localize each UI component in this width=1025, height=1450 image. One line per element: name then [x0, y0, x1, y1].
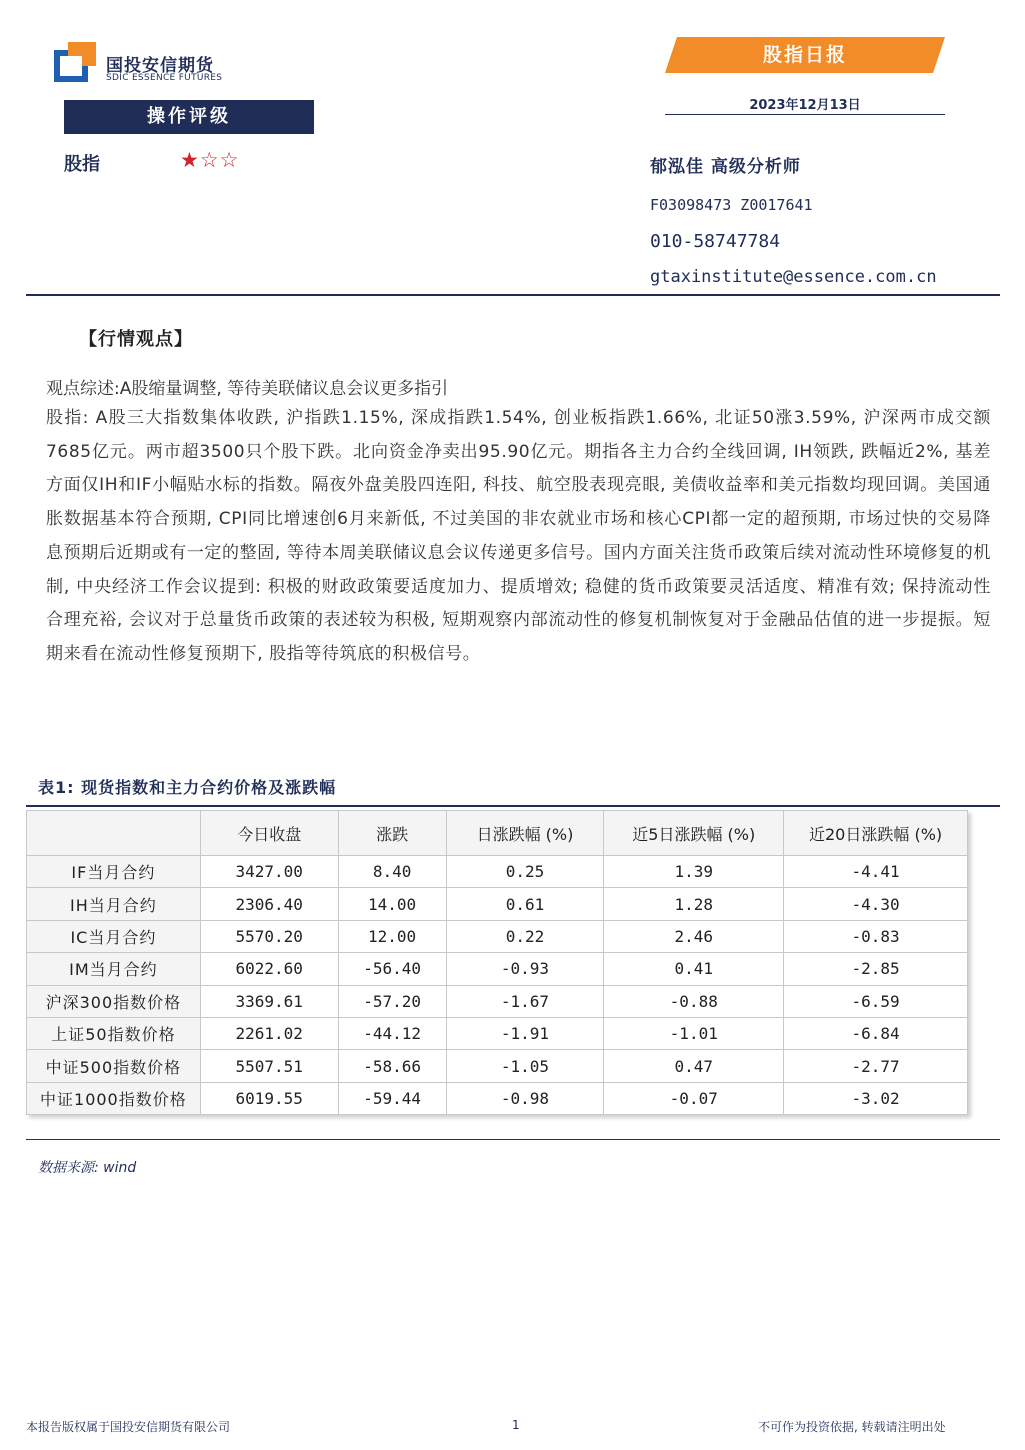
table-row — [27, 953, 968, 985]
table-row — [27, 920, 968, 952]
date-divider — [665, 114, 945, 115]
company-logo-icon — [54, 42, 96, 82]
change-cell: -57.20 — [338, 985, 446, 1017]
rating-title: 操作评级 — [64, 100, 314, 134]
table-title: 表1: 现货指数和主力合约价格及涨跌幅 — [38, 778, 337, 797]
daily-pct-cell: 0.25 — [446, 856, 604, 888]
row-name: 上证50指数价格 — [27, 1017, 201, 1049]
change-cell: -44.12 — [338, 1017, 446, 1049]
five-day-pct-cell: 0.41 — [604, 953, 784, 985]
twenty-day-pct-cell: -3.02 — [784, 1082, 968, 1114]
five-day-pct-cell: -0.88 — [604, 985, 784, 1017]
change-cell: -56.40 — [338, 953, 446, 985]
twenty-day-pct-cell: -2.85 — [784, 953, 968, 985]
table-row — [27, 888, 968, 920]
daily-pct-cell: -0.98 — [446, 1082, 604, 1114]
row-name: IH当月合约 — [27, 888, 201, 920]
change-cell: 8.40 — [338, 856, 446, 888]
change-cell: 12.00 — [338, 920, 446, 952]
logo-chinese-name: 国投安信期货 — [106, 56, 214, 76]
five-day-pct-cell: 1.28 — [604, 888, 784, 920]
footer-copyright: 本报告版权属于国投安信期货有限公司 — [26, 1420, 231, 1434]
table-row — [27, 1082, 968, 1114]
data-source-note: 数据来源: wind — [38, 1160, 137, 1176]
daily-pct-cell: -1.91 — [446, 1017, 604, 1049]
close-cell: 5507.51 — [200, 1050, 338, 1082]
analyst-certificate: F03098473 Z0017641 — [650, 196, 813, 214]
rating-stars: ★☆☆ — [180, 148, 240, 172]
market-commentary: 股指: A股三大指数集体收跌, 沪指跌1.15%, 深成指跌1.54%, 创业板指跌1.66%, 北证50涨3.59%, 沪深两市成交额7685亿元。两市超3500只个股下跌。北向资金净卖出95.90亿元。期指各主力合约全线回调, IH领跌, 跌幅近2%, 基差方面仅IH和IF小幅贴水标的指数。隔夜外盘美股四连阳, 科技、航空股表现亮眼, 美债收益率和美元指数均现回调。美国通胀数据基本符合预期, CPI同比增速创6月来新低, 不过美国的非农就业市场和核心CPI都一定的超预期, 市场过快的交易降息预期后近期或有一定的整固, 等待本周美联储议息会议传递更多信号。国内方面关注货币政策后续对流动性环境修复的机制, 中央经济工作会议提到: 积极的财政政策要适度加力、提质增效; 稳健的货币政策要灵活适度、精准有效; 保持流动性合理充裕, 会议对于总量货币政策的表述较为积极, 短期观察内部流动性的修复机制恢复对于金融品估值的进一步提振。短期来看在流动性修复预期下, 股指等待筑底的积极信号。 — [46, 408, 991, 664]
column-header: 近5日涨跌幅 (%) — [604, 811, 784, 856]
daily-pct-cell: -1.05 — [446, 1050, 604, 1082]
close-cell: 6019.55 — [200, 1082, 338, 1114]
twenty-day-pct-cell: -6.59 — [784, 985, 968, 1017]
row-name: 中证1000指数价格 — [27, 1082, 201, 1114]
footer-disclaimer: 不可作为投资依据, 转载请注明出处 — [758, 1420, 946, 1434]
daily-pct-cell: 0.61 — [446, 888, 604, 920]
close-cell: 2306.40 — [200, 888, 338, 920]
twenty-day-pct-cell: -6.84 — [784, 1017, 968, 1049]
close-cell: 3427.00 — [200, 856, 338, 888]
table-bottom-divider — [26, 1139, 1000, 1140]
page-number: 1 — [512, 1418, 520, 1432]
five-day-pct-cell: 0.47 — [604, 1050, 784, 1082]
row-name: 沪深300指数价格 — [27, 985, 201, 1017]
twenty-day-pct-cell: -2.77 — [784, 1050, 968, 1082]
analyst-name: 郁泓佳 高级分析师 — [650, 157, 801, 177]
table-row — [27, 1017, 968, 1049]
table-row — [27, 985, 968, 1017]
close-cell: 3369.61 — [200, 985, 338, 1017]
table-top-divider — [26, 805, 1000, 807]
five-day-pct-cell: -0.07 — [604, 1082, 784, 1114]
column-header: 近20日涨跌幅 (%) — [784, 811, 968, 856]
daily-pct-cell: -1.67 — [446, 985, 604, 1017]
daily-pct-cell: 0.22 — [446, 920, 604, 952]
summary-line: 观点综述:A股缩量调整, 等待美联储议息会议更多指引 — [46, 379, 449, 399]
row-name: IC当月合约 — [27, 920, 201, 952]
twenty-day-pct-cell: -4.41 — [784, 856, 968, 888]
close-cell: 6022.60 — [200, 953, 338, 985]
header-divider — [26, 294, 1000, 296]
column-header: 涨跌 — [338, 811, 446, 856]
table-row — [27, 856, 968, 888]
logo-english-name: SDIC ESSENCE FUTURES — [106, 73, 223, 83]
change-cell: 14.00 — [338, 888, 446, 920]
five-day-pct-cell: 2.46 — [604, 920, 784, 952]
five-day-pct-cell: 1.39 — [604, 856, 784, 888]
close-cell: 5570.20 — [200, 920, 338, 952]
column-header: 日涨跌幅 (%) — [446, 811, 604, 856]
row-name: IF当月合约 — [27, 856, 201, 888]
five-day-pct-cell: -1.01 — [604, 1017, 784, 1049]
close-cell: 2261.02 — [200, 1017, 338, 1049]
twenty-day-pct-cell: -4.30 — [784, 888, 968, 920]
column-header: 今日收盘 — [200, 811, 338, 856]
table-header-row — [27, 811, 968, 856]
rating-label: 股指 — [64, 154, 100, 175]
table-row — [27, 1050, 968, 1082]
section-title: 【行情观点】 — [79, 329, 193, 350]
analyst-phone: 010-58747784 — [650, 231, 781, 252]
report-type-title: 股指日报 — [762, 44, 847, 66]
row-name: 中证500指数价格 — [27, 1050, 201, 1082]
change-cell: -58.66 — [338, 1050, 446, 1082]
column-header — [27, 811, 201, 856]
twenty-day-pct-cell: -0.83 — [784, 920, 968, 952]
analyst-email[interactable]: gtaxinstitute@essence.com.cn — [650, 267, 937, 287]
price-table — [26, 810, 968, 1115]
change-cell: -59.44 — [338, 1082, 446, 1114]
row-name: IM当月合约 — [27, 953, 201, 985]
daily-pct-cell: -0.93 — [446, 953, 604, 985]
report-date: 2023年12月13日 — [749, 98, 861, 113]
